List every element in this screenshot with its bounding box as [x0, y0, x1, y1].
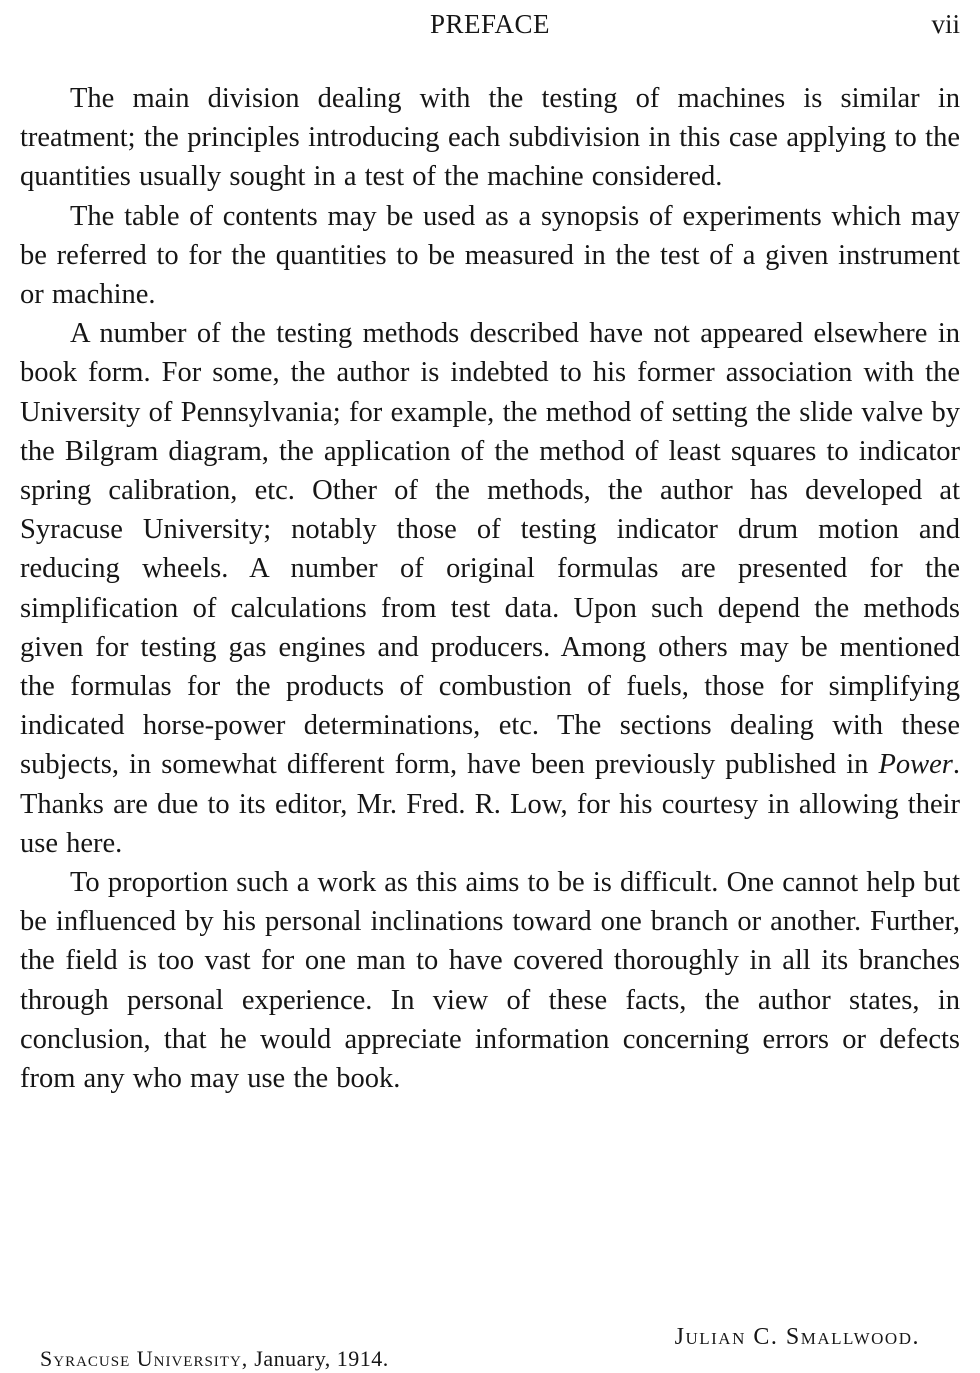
- paragraph-table-of-contents: The table of contents may be used as a synopsis of experiments which may be referred to for the quantities to be measured in the test of a given instrument or machine.: [20, 200, 960, 311]
- paragraph-testing-methods: [20, 314, 960, 863]
- dateline-date: January, 1914.: [254, 1346, 389, 1371]
- paragraph-testing-methods-text: A number of the testing methods described have not appeared elsewhere in book form. For some, the author is indebted to his former association with the University of Pennsylvania; for example, the method of setting the slide valve by the Bilgram diagram, the application of the method of least squares to indicator spring calibration, etc. Other of the methods, the author has developed at Syracuse University; notably those of testing indicator drum motion and reducing wheels. A number of original formulas are presented for the simplification of calculations from test data. Upon such depend the methods given for testing gas engines and producers. Among others may be mentioned the formulas for the products of combustion of fuels, those for simplifying indicated horse-power determinations, etc. The sections dealing with these subjects, in somewhat different form, have been previously published in: [20, 318, 960, 781]
- paragraph-machine-testing: The main division dealing with the testing of machines is similar in treatment; the principles introducing each subdivision in this case applying to the quantities usually sought in a test of the machine considered.: [20, 83, 960, 193]
- preface-body: [20, 79, 960, 1098]
- paragraph-proportion: To proportion such a work as this aims to be is difficult. One cannot help but be influenced by his personal inclinations toward one branch or another. Further, the field is too vast for one man to have covered thoroughly in all its branches through personal experience. In view of these facts, the author states, in conclusion, that he would appreciate information concerning errors or defects from any who may use the book.: [20, 867, 960, 1095]
- author-signature: Julian C. Smallwood.: [674, 1324, 920, 1350]
- running-head-title: PREFACE: [429, 9, 551, 39]
- publication-title: Power: [878, 749, 953, 781]
- page-number: vii: [931, 9, 960, 39]
- dateline-place: Syracuse University,: [40, 1346, 249, 1371]
- running-head: [20, 6, 960, 42]
- dateline: [40, 1345, 389, 1373]
- paragraph-testing-methods-tail: . Thanks are due to its editor, Mr. Fred. R. Low, for his courtesy in allowing their use here.: [20, 749, 960, 859]
